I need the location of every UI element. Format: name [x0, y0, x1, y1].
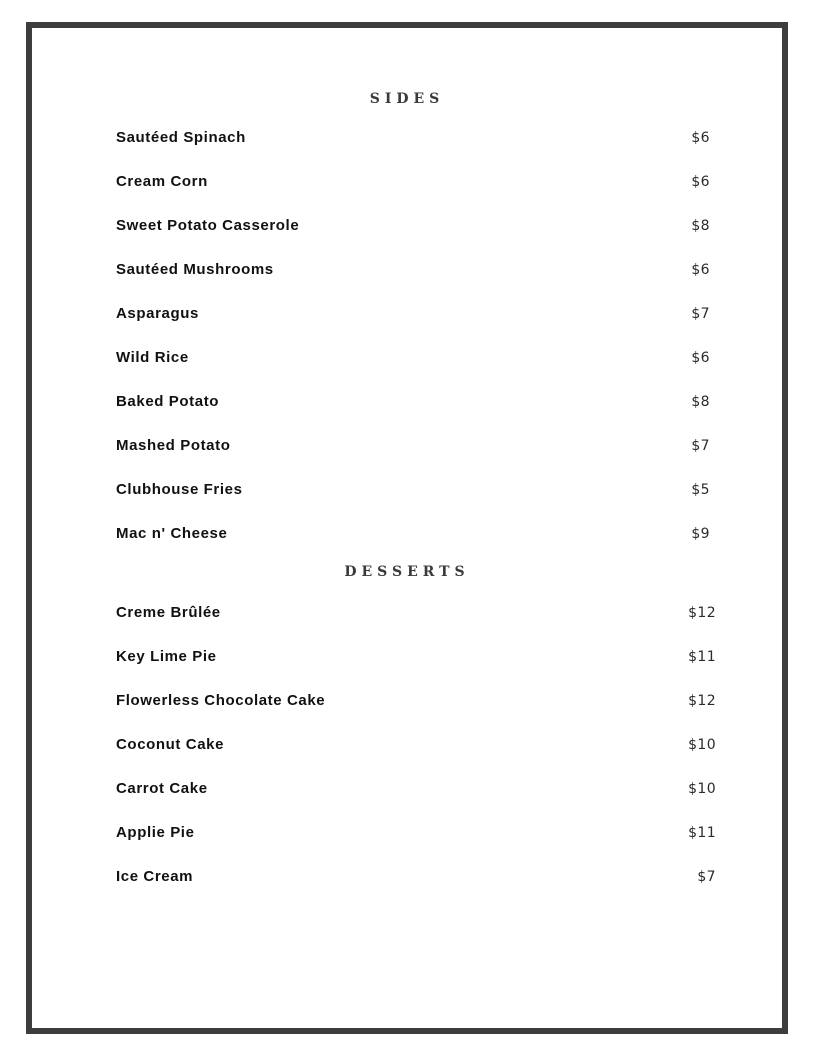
- menu-item-price: $7: [697, 869, 716, 885]
- menu-item: [116, 480, 716, 500]
- menu-item: [116, 304, 716, 324]
- menu-item-price: $11: [688, 649, 716, 665]
- menu-item-name: Wild Rice: [116, 349, 189, 366]
- menu-item-price: $7: [691, 306, 710, 322]
- menu-item-price: $10: [688, 781, 716, 797]
- menu-item: [116, 216, 716, 236]
- menu-item-name: Sautéed Spinach: [116, 129, 246, 146]
- menu-item: [116, 260, 716, 280]
- menu-item-price: $8: [691, 218, 710, 234]
- menu-item: [116, 603, 716, 623]
- menu-item-price: $12: [688, 693, 716, 709]
- menu-item-price: $6: [691, 262, 710, 278]
- menu-item: [116, 779, 716, 799]
- sides-heading: SIDES: [369, 91, 445, 107]
- menu-item-price: $6: [691, 130, 710, 146]
- menu-item: [116, 647, 716, 667]
- menu-item: [116, 823, 716, 843]
- menu-item-name: Ice Cream: [116, 868, 194, 885]
- menu-item-name: Applie Pie: [116, 824, 195, 841]
- menu-item-name: Sweet Potato Casserole: [116, 217, 300, 234]
- menu-item: [116, 392, 716, 412]
- menu-item-name: Flowerless Chocolate Cake: [116, 692, 326, 709]
- menu-item: [116, 348, 716, 368]
- menu-item: [116, 735, 716, 755]
- menu-item-price: $12: [688, 605, 716, 621]
- menu-item-name: Carrot Cake: [116, 780, 208, 797]
- menu-item-name: Clubhouse Fries: [116, 481, 243, 498]
- menu-item-name: Baked Potato: [116, 393, 220, 410]
- menu-item-price: $8: [691, 394, 710, 410]
- menu-item: [116, 524, 716, 544]
- menu-item-name: Key Lime Pie: [116, 648, 217, 665]
- menu-item: [116, 436, 716, 456]
- menu-page-frame: [26, 22, 788, 1034]
- menu-item: [116, 691, 716, 711]
- menu-item-price: $11: [688, 825, 716, 841]
- menu-item-name: Sautéed Mushrooms: [116, 261, 274, 278]
- menu-item-price: $10: [688, 737, 716, 753]
- menu-item-name: Asparagus: [116, 305, 199, 322]
- menu-item: [116, 128, 716, 148]
- menu-item-name: Mashed Potato: [116, 437, 231, 454]
- menu-item-price: $6: [691, 350, 710, 366]
- menu-item-name: Cream Corn: [116, 173, 208, 190]
- menu-item: [116, 867, 716, 887]
- menu-item-name: Mac n' Cheese: [116, 525, 228, 542]
- menu-item-name: Creme Brûlée: [116, 604, 221, 621]
- menu-item: [116, 172, 716, 192]
- menu-item-price: $6: [691, 174, 710, 190]
- menu-item-price: $9: [691, 526, 710, 542]
- menu-item-name: Coconut Cake: [116, 736, 225, 753]
- desserts-heading: DESSERTS: [344, 564, 470, 580]
- menu-item-price: $7: [691, 438, 710, 454]
- menu-item-price: $5: [691, 482, 710, 498]
